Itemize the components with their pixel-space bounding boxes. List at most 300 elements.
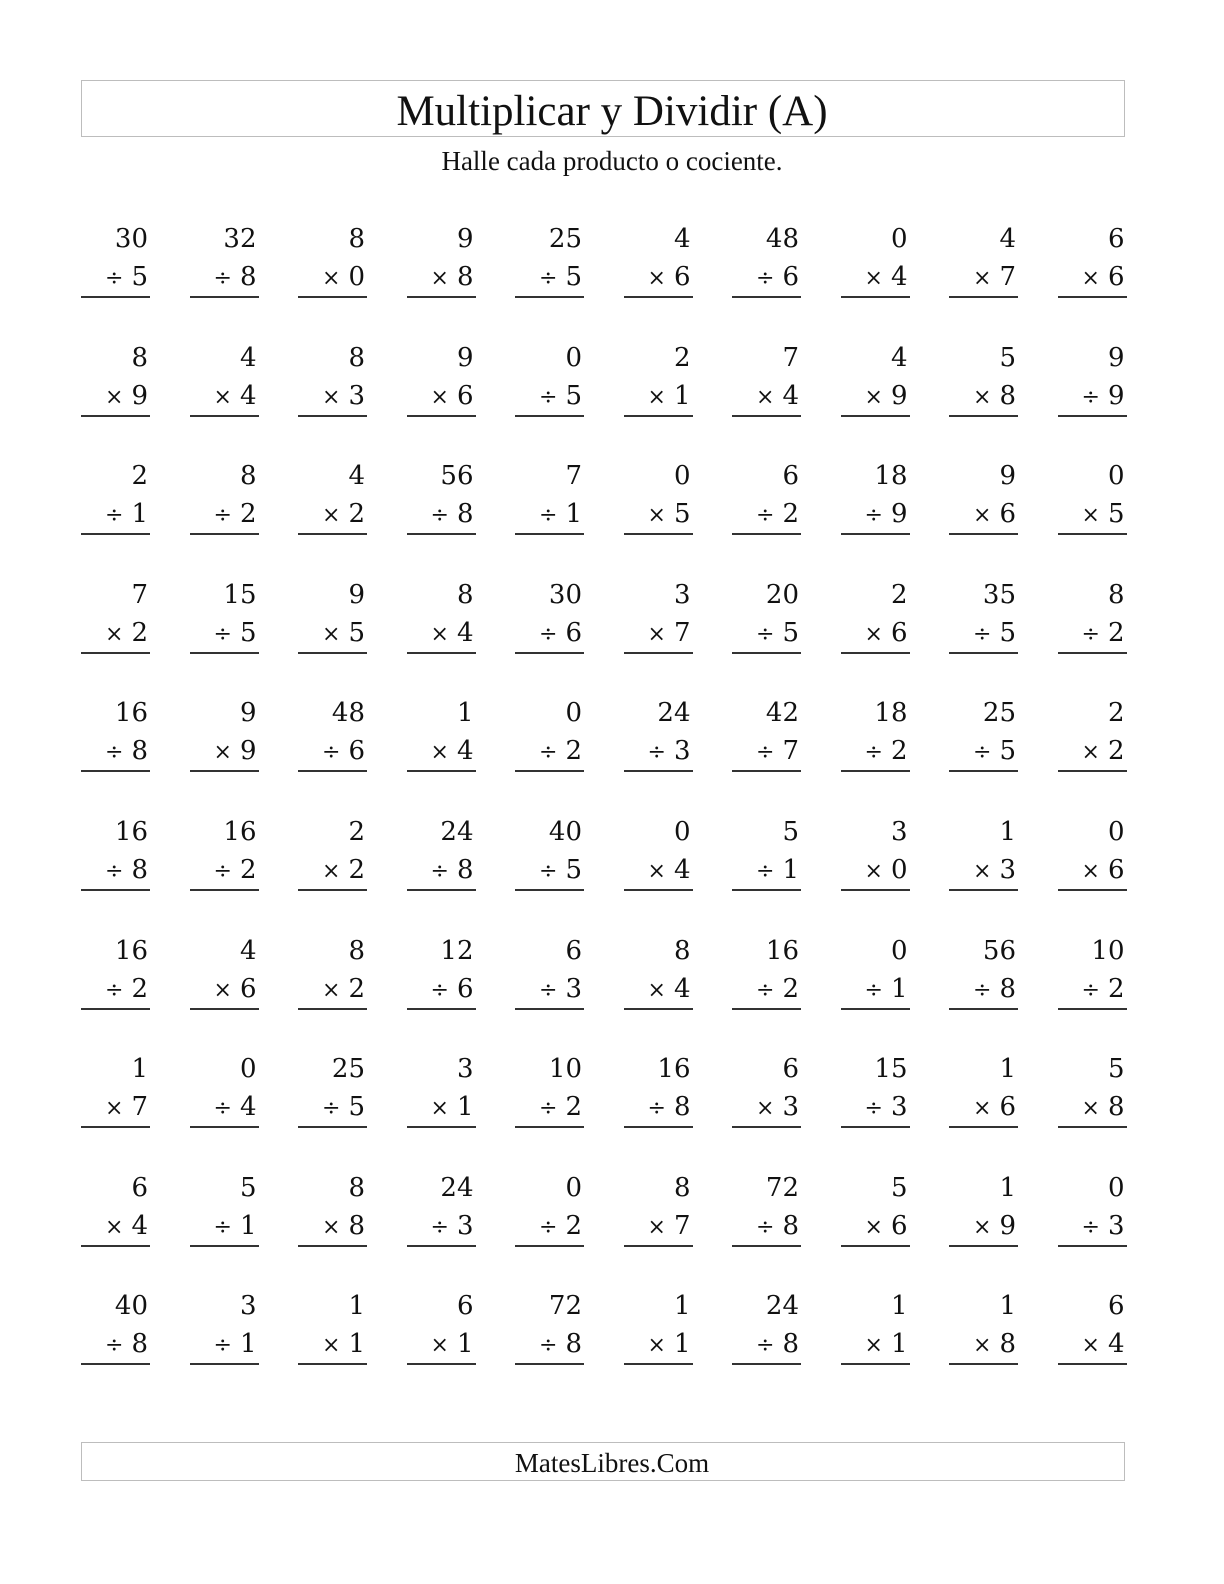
divide-sign-icon: ÷ [213,1333,232,1359]
second-operand: 3 [999,854,1016,885]
first-operand: 15 [874,1054,908,1085]
divide-sign-icon: ÷ [105,1333,124,1359]
problem [841,932,910,1010]
second-operand-line [732,732,801,772]
second-operand-line [841,495,910,535]
divide-sign-icon: ÷ [105,503,124,529]
first-operand: 5 [890,1172,908,1203]
second-operand: 2 [565,736,582,767]
second-operand: 4 [456,617,474,648]
second-operand-line [949,1325,1018,1365]
first-operand: 6 [782,461,799,492]
multiply-sign-icon: × [647,266,666,291]
multiply-sign-icon: × [430,266,449,291]
second-operand-line [515,258,584,298]
first-operand: 9 [999,461,1016,492]
second-operand-line [624,970,693,1010]
first-operand: 1 [999,1172,1016,1203]
first-operand: 10 [1091,935,1125,966]
multiply-sign-icon: × [973,858,992,884]
problem [81,457,150,535]
divide-sign-icon: ÷ [213,266,232,291]
second-operand: 2 [131,617,148,648]
multiply-sign-icon: × [1081,503,1100,529]
divide-sign-icon: ÷ [539,858,558,884]
second-operand-line [81,970,150,1010]
problem [732,1050,801,1128]
second-operand-line [298,495,367,535]
second-operand-line [81,614,150,654]
multiply-sign-icon: × [430,621,449,647]
problem [1058,1287,1127,1365]
problem [1058,694,1127,772]
instructions: Halle cada producto o cociente. [441,146,783,176]
second-operand: 6 [1107,262,1125,292]
multiply-sign-icon: × [647,1214,666,1240]
second-operand: 6 [456,380,474,411]
second-operand-line [515,970,584,1010]
first-operand: 72 [765,1172,799,1203]
multiply-sign-icon: × [864,266,883,291]
multiply-sign-icon: × [647,503,666,529]
first-operand: 8 [348,224,365,254]
problem [624,576,693,654]
problem [624,932,693,1010]
first-operand: 10 [548,1054,582,1085]
second-operand-line [81,258,150,298]
second-operand-line [407,258,476,298]
second-operand-line [732,851,801,891]
problem-row [81,1169,1127,1288]
multiply-sign-icon: × [864,1333,883,1359]
second-operand-line [407,851,476,891]
second-operand-line [949,1088,1018,1128]
multiply-sign-icon: × [647,858,666,884]
second-operand-line [732,1207,801,1247]
second-operand: 4 [673,854,691,885]
second-operand-line [732,258,801,298]
problem [1058,339,1127,417]
first-operand: 0 [565,342,582,373]
first-operand: 0 [565,698,582,729]
second-operand: 8 [131,1329,148,1360]
multiply-sign-icon: × [322,621,341,647]
second-operand-line [624,258,693,298]
divide-sign-icon: ÷ [105,977,124,1003]
divide-sign-icon: ÷ [105,740,124,766]
second-operand-line [515,1325,584,1365]
second-operand-line [949,377,1018,417]
divide-sign-icon: ÷ [213,503,232,529]
multiply-sign-icon: × [322,266,341,291]
second-operand: 7 [782,736,799,767]
first-operand: 24 [440,816,474,847]
second-operand: 1 [673,1329,691,1360]
first-operand: 18 [874,461,908,492]
divide-sign-icon: ÷ [430,858,449,884]
second-operand-line [624,732,693,772]
second-operand: 2 [1107,973,1125,1004]
multiply-sign-icon: × [647,621,666,647]
multiply-sign-icon: × [647,384,666,410]
divide-sign-icon: ÷ [864,977,883,1003]
second-operand-line [298,1325,367,1365]
second-operand-line [298,1207,367,1247]
second-operand-line [841,614,910,654]
first-operand: 42 [765,698,799,729]
problem [841,339,910,417]
second-operand: 5 [348,617,365,648]
problem [841,457,910,535]
problem [190,576,259,654]
second-operand-line [81,495,150,535]
second-operand: 6 [999,1092,1016,1123]
first-operand: 6 [782,1054,799,1085]
problem [841,1287,910,1365]
second-operand: 1 [890,973,908,1004]
problem-row [81,932,1127,1051]
problem [1058,1050,1127,1128]
problem [624,694,693,772]
divide-sign-icon: ÷ [430,977,449,1003]
second-operand: 2 [782,499,799,530]
second-operand: 3 [1107,1210,1125,1241]
second-operand: 8 [456,854,474,885]
second-operand: 5 [565,380,582,411]
first-operand: 20 [765,579,799,610]
second-operand-line [407,614,476,654]
multiply-sign-icon: × [322,977,341,1003]
second-operand: 1 [565,499,582,530]
second-operand-line [81,1325,150,1365]
first-operand: 6 [1107,1291,1125,1322]
second-operand: 8 [673,1092,691,1123]
second-operand-line [1058,377,1127,417]
problem [190,694,259,772]
multiply-sign-icon: × [322,858,341,884]
first-operand: 30 [548,579,582,610]
problem-grid [81,220,1127,1406]
first-operand: 1 [999,1054,1016,1085]
multiply-sign-icon: × [430,1096,449,1122]
second-operand: 5 [239,617,257,648]
problem-row [81,339,1127,458]
problem [949,1050,1018,1128]
second-operand-line [949,732,1018,772]
second-operand-line [298,258,367,298]
problem [298,813,367,891]
second-operand: 7 [131,1092,148,1123]
problem [407,457,476,535]
first-operand: 1 [673,1291,691,1322]
first-operand: 9 [348,579,365,610]
divide-sign-icon: ÷ [539,740,558,766]
problem [949,576,1018,654]
divide-sign-icon: ÷ [322,740,341,766]
problem [1058,220,1127,298]
divide-sign-icon: ÷ [756,266,775,291]
problem [841,1050,910,1128]
first-operand: 2 [348,816,365,847]
second-operand: 2 [239,854,257,885]
multiply-sign-icon: × [105,1214,124,1240]
second-operand: 1 [782,854,799,885]
problem [81,813,150,891]
multiply-sign-icon: × [973,266,992,291]
first-operand: 9 [1107,342,1125,373]
multiply-sign-icon: × [647,1333,666,1359]
second-operand-line [624,1088,693,1128]
problem-row [81,576,1127,695]
second-operand: 1 [239,1210,257,1241]
first-operand: 24 [765,1291,799,1322]
second-operand-line [515,851,584,891]
problem [298,1050,367,1128]
first-operand: 25 [548,224,582,254]
second-operand: 3 [456,1210,474,1241]
second-operand: 8 [1107,1092,1125,1123]
second-operand-line [407,377,476,417]
problem-row [81,694,1127,813]
second-operand: 8 [999,380,1016,411]
first-operand: 4 [239,935,257,966]
divide-sign-icon: ÷ [647,740,666,766]
problem [949,220,1018,298]
second-operand: 6 [890,1210,908,1241]
second-operand-line [732,970,801,1010]
second-operand-line [407,1325,476,1365]
multiply-sign-icon: × [105,1096,124,1122]
first-operand: 0 [1107,816,1125,847]
problem [81,1050,150,1128]
problem [624,1050,693,1128]
second-operand: 0 [890,854,908,885]
problem [1058,813,1127,891]
second-operand: 4 [239,380,257,411]
second-operand: 1 [456,1092,474,1123]
first-operand: 1 [999,1291,1016,1322]
problem [81,220,150,298]
first-operand: 6 [1107,224,1125,254]
multiply-sign-icon: × [213,977,232,1003]
problem [190,1169,259,1247]
second-operand: 3 [890,1092,908,1123]
second-operand: 7 [673,1210,691,1241]
second-operand: 2 [890,736,908,767]
problem [515,1050,584,1128]
problem-row [81,220,1127,339]
first-operand: 16 [223,816,257,847]
first-operand: 40 [548,816,582,847]
first-operand: 7 [565,461,582,492]
problem-row [81,457,1127,576]
multiply-sign-icon: × [864,621,883,647]
second-operand: 7 [999,262,1016,292]
multiply-sign-icon: × [213,740,232,766]
divide-sign-icon: ÷ [539,1333,558,1359]
second-operand-line [949,258,1018,298]
first-operand: 0 [239,1054,257,1085]
divide-sign-icon: ÷ [430,1214,449,1240]
second-operand-line [515,732,584,772]
multiply-sign-icon: × [322,384,341,410]
second-operand: 6 [890,617,908,648]
multiply-sign-icon: × [430,384,449,410]
second-operand: 9 [890,499,908,530]
first-operand: 4 [239,342,257,373]
divide-sign-icon: ÷ [1081,384,1100,410]
second-operand-line [190,377,259,417]
second-operand: 2 [348,499,365,530]
first-operand: 15 [223,579,257,610]
multiply-sign-icon: × [430,740,449,766]
second-operand-line [841,258,910,298]
second-operand-line [624,495,693,535]
multiply-sign-icon: × [973,1096,992,1122]
first-operand: 8 [673,935,691,966]
problem [81,932,150,1010]
second-operand-line [1058,732,1127,772]
second-operand: 2 [1107,736,1125,767]
problem [190,339,259,417]
first-operand: 12 [440,935,474,966]
problem [81,576,150,654]
first-operand: 9 [456,342,474,373]
first-operand: 8 [673,1172,691,1203]
problem [841,576,910,654]
first-operand: 2 [1107,698,1125,729]
first-operand: 16 [114,816,148,847]
first-operand: 0 [890,935,908,966]
problem [1058,932,1127,1010]
second-operand: 4 [1107,1329,1125,1360]
first-operand: 3 [673,579,691,610]
first-operand: 0 [1107,461,1125,492]
second-operand-line [1058,970,1127,1010]
problem-row [81,813,1127,932]
divide-sign-icon: ÷ [864,740,883,766]
problem [732,1287,801,1365]
second-operand: 6 [999,499,1016,530]
multiply-sign-icon: × [213,384,232,410]
divide-sign-icon: ÷ [973,740,992,766]
second-operand-line [732,1088,801,1128]
second-operand: 8 [782,1210,799,1241]
second-operand-line [732,1325,801,1365]
first-operand: 0 [673,816,691,847]
multiply-sign-icon: × [973,1214,992,1240]
first-operand: 7 [131,579,148,610]
problem [515,813,584,891]
second-operand: 2 [131,973,148,1004]
first-operand: 6 [456,1291,474,1322]
problem [515,576,584,654]
second-operand: 1 [456,1329,474,1360]
second-operand-line [1058,1207,1127,1247]
divide-sign-icon: ÷ [756,858,775,884]
second-operand-line [190,1325,259,1365]
second-operand: 5 [999,736,1016,767]
problem [190,1050,259,1128]
problem [732,576,801,654]
second-operand-line [298,614,367,654]
first-operand: 30 [114,224,148,254]
problem [515,1287,584,1365]
second-operand-line [841,377,910,417]
second-operand-line [732,614,801,654]
divide-sign-icon: ÷ [756,1214,775,1240]
multiply-sign-icon: × [1081,266,1100,291]
problem [732,220,801,298]
problem [190,1287,259,1365]
first-operand: 48 [765,224,799,254]
second-operand: 8 [565,1329,582,1360]
second-operand: 3 [782,1092,799,1123]
problem [190,932,259,1010]
first-operand: 9 [456,224,474,254]
second-operand: 2 [565,1210,582,1241]
first-operand: 4 [348,461,365,492]
second-operand: 1 [239,1329,257,1360]
problem [515,457,584,535]
second-operand: 2 [239,499,257,530]
first-operand: 2 [890,579,908,610]
second-operand-line [624,1325,693,1365]
problem [949,932,1018,1010]
second-operand-line [190,495,259,535]
problem [841,694,910,772]
problem [949,813,1018,891]
problem [407,813,476,891]
problem [298,932,367,1010]
second-operand-line [298,851,367,891]
problem [407,1169,476,1247]
divide-sign-icon: ÷ [1081,1214,1100,1240]
problem [624,1169,693,1247]
problem [1058,576,1127,654]
first-operand: 1 [131,1054,148,1085]
second-operand: 4 [890,262,908,292]
second-operand-line [949,851,1018,891]
problem-row [81,1287,1127,1406]
first-operand: 25 [331,1054,365,1085]
second-operand: 8 [239,262,257,292]
first-operand: 2 [131,461,148,492]
first-operand: 7 [782,342,799,373]
second-operand-line [190,1207,259,1247]
second-operand-line [841,1325,910,1365]
multiply-sign-icon: × [1081,740,1100,766]
second-operand: 5 [348,1092,365,1123]
second-operand-line [624,851,693,891]
divide-sign-icon: ÷ [539,977,558,1003]
second-operand: 6 [1107,854,1125,885]
first-operand: 5 [1107,1054,1125,1085]
first-operand: 3 [890,816,908,847]
second-operand-line [407,732,476,772]
second-operand-line [515,377,584,417]
second-operand: 8 [131,854,148,885]
first-operand: 72 [548,1291,582,1322]
multiply-sign-icon: × [973,503,992,529]
first-operand: 4 [890,342,908,373]
divide-sign-icon: ÷ [539,1096,558,1122]
second-operand-line [298,970,367,1010]
problem [841,1169,910,1247]
second-operand-line [407,495,476,535]
second-operand-line [624,1207,693,1247]
problem [298,339,367,417]
